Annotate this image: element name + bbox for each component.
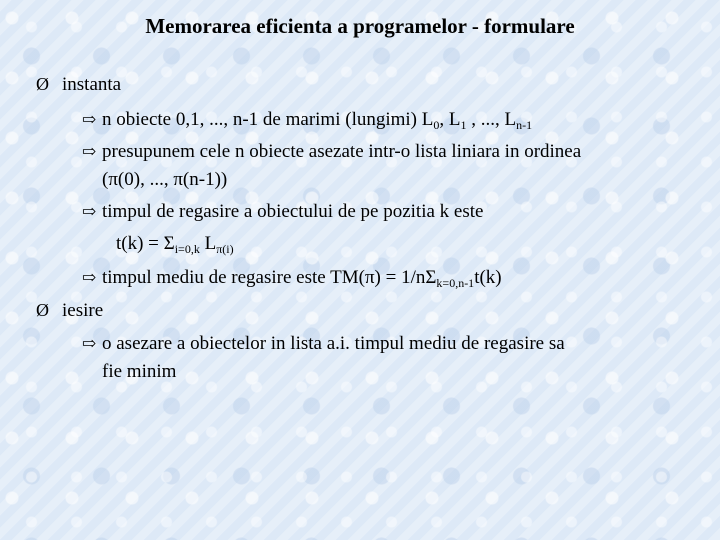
item-text: n obiecte 0,1, ..., n-1 de marimi (lungimi) L [102, 109, 434, 130]
arrowhead-bullet-icon: Ø [36, 74, 49, 94]
bullet-label: iesire [62, 300, 104, 321]
subscript: π(i) [216, 242, 234, 256]
item-text: timpul de regasire a obiectului de pe pozitia k este [102, 201, 484, 222]
arrowhead-bullet-icon: Ø [36, 300, 49, 320]
bullet-label: instanta [62, 74, 122, 95]
item-text: presupunem cele n obiecte asezate intr-o lista liniara in ordinea [102, 141, 582, 162]
bullet-instanta [36, 72, 121, 97]
arrow-bullet-icon: ⇨ [82, 334, 97, 353]
subscript: 0 [433, 118, 440, 132]
formula-text: t(k) = Σ [116, 233, 175, 254]
instanta-item-order [82, 140, 581, 164]
subscript: i=0,k [174, 242, 200, 256]
item-text: o asezare a obiectelor in lista a.i. timpul mediu de regasire sa [102, 333, 565, 354]
arrow-bullet-icon: ⇨ [82, 202, 97, 221]
arrow-bullet-icon: ⇨ [82, 142, 97, 161]
instanta-item-order-cont: (π(0), ..., π(n-1)) [102, 169, 228, 190]
slide-title: Memorarea eficienta a programelor - formulare [145, 14, 575, 38]
instanta-item-mean-time [82, 266, 502, 290]
arrow-bullet-icon: ⇨ [82, 268, 97, 287]
item-text: , L [439, 109, 461, 130]
subscript: k=0,n-1 [436, 276, 475, 290]
subscript: n-1 [516, 118, 533, 132]
item-text: , ..., L [466, 109, 517, 130]
arrow-bullet-icon: ⇨ [82, 110, 97, 129]
instanta-item-time [82, 200, 483, 224]
instanta-item-objects [82, 108, 532, 132]
formula-text: L [199, 233, 217, 254]
item-text: timpul mediu de regasire este TM(π) = 1/nΣ [102, 267, 437, 288]
subscript: 1 [460, 118, 467, 132]
formula-t-k [116, 232, 234, 256]
item-text: t(k) [474, 267, 502, 288]
bullet-iesire [36, 298, 103, 323]
iesire-item-cont: fie minim [102, 361, 177, 382]
iesire-item [82, 332, 565, 356]
